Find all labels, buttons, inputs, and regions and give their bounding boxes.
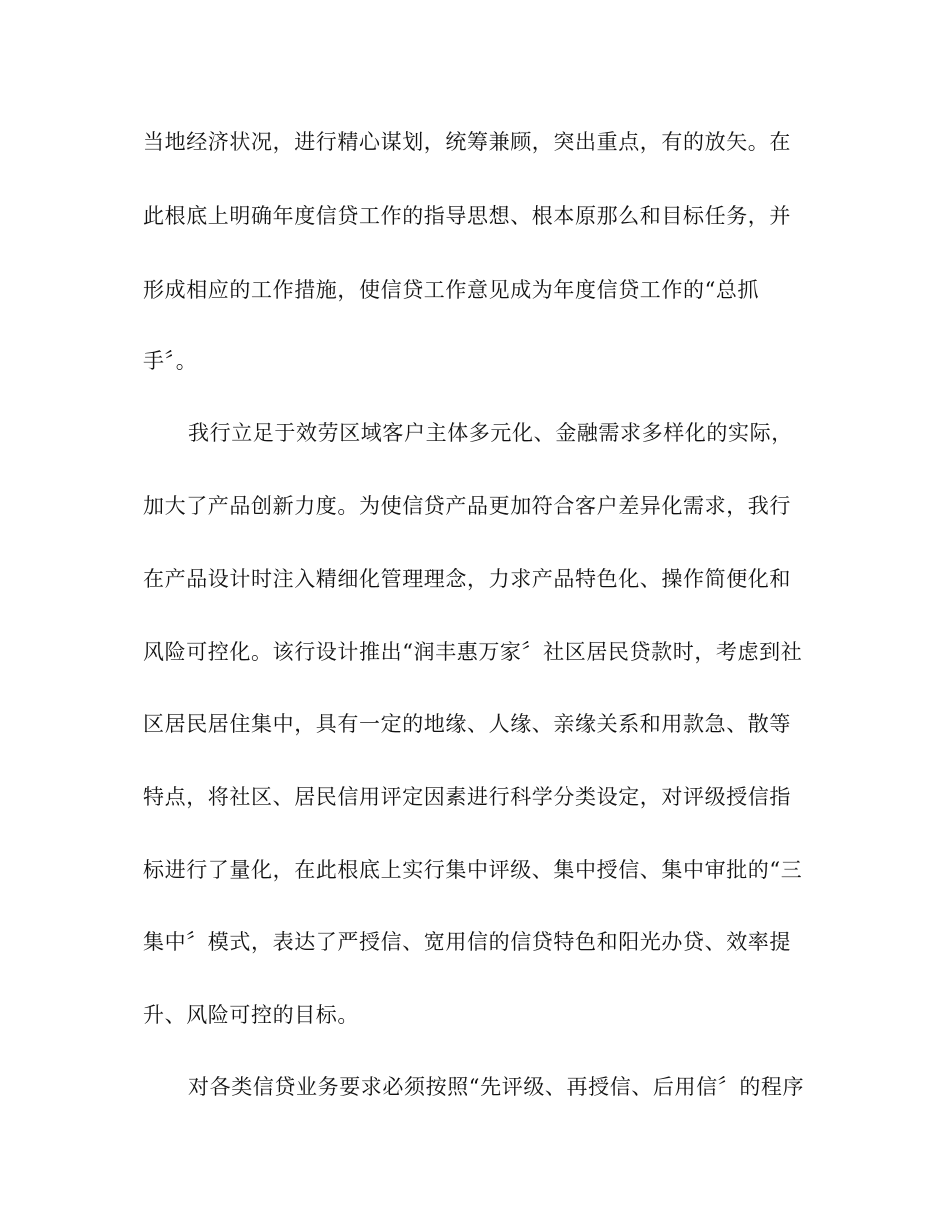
text-line: 集中〞模式，表达了严授信、宽用信的信贷特色和阳光办贷、效率提: [143, 930, 791, 954]
paragraph-first-line: 我行立足于效劳区域客户主体多元化、金融需求多样化的实际，: [188, 421, 793, 445]
text-line: 形成相应的工作措施，使信贷工作意见成为年度信贷工作的“总抓: [143, 278, 760, 302]
text-line: 当地经济状况，进行精心谋划，统筹兼顾，突出重点，有的放矢。在: [143, 130, 791, 154]
text-line: 风险可控化。该行设计推出“润丰惠万家〞社区居民贷款时，考虑到社: [143, 640, 803, 664]
text-line: 此根底上明确年度信贷工作的指导思想、根本原那么和目标任务，并: [143, 204, 791, 228]
text-line: 标进行了量化，在此根底上实行集中评级、集中授信、集中审批的“三: [143, 858, 803, 882]
text-line: 升、风险可控的目标。: [143, 1003, 359, 1027]
text-line: 特点，将社区、居民信用评定因素进行科学分类设定，对评级授信指: [143, 785, 791, 809]
text-line: 手〞。: [143, 349, 198, 373]
paragraph-first-line: 对各类信贷业务要求必须按照“先评级、再授信、后用信〞的程序: [188, 1075, 805, 1099]
text-line: 区居民居住集中，具有一定的地缘、人缘、亲缘关系和用款急、散等: [143, 712, 791, 736]
text-line: 加大了产品创新力度。为使信贷产品更加符合客户差异化需求，我行: [143, 494, 791, 518]
text-line: 在产品设计时注入精细化管理理念，力求产品特色化、操作简便化和: [143, 567, 791, 591]
